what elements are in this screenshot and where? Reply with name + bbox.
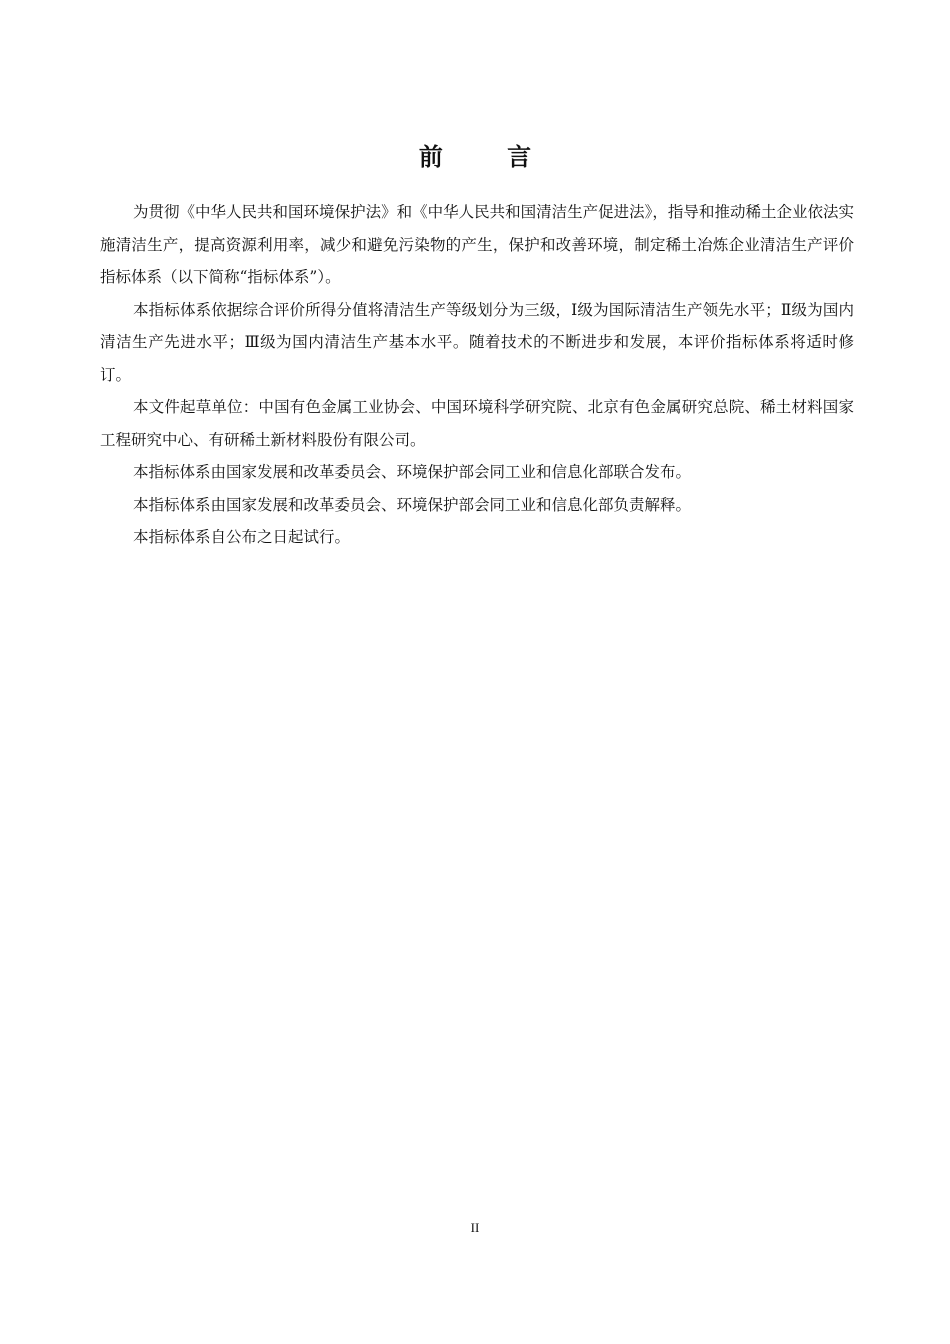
paragraph-purpose: 为贯彻《中华人民共和国环境保护法》和《中华人民共和国清洁生产促进法》，指导和推动稀土企业依法实施清洁生产，提高资源利用率，减少和避免污染物的产生，保护和改善环境，制定稀土冶炼企业清洁生产评价指标体系（以下简称“指标体系”）。 xyxy=(100,203,854,286)
paragraph-interpretation: 本指标体系由国家发展和改革委员会、环境保护部会同工业和信息化部负责解释。 xyxy=(133,495,692,514)
paragraph-effective-date: 本指标体系自公布之日起试行。 xyxy=(133,528,351,546)
foreword-body xyxy=(100,196,854,554)
paragraph-drafting-units: 本文件起草单位：中国有色金属工业协会、中国环境科学研究院、北京有色金属研究总院、稀土材料国家工程研究中心、有研稀土新材料股份有限公司。 xyxy=(100,398,854,449)
page-title: 前 言 xyxy=(418,143,560,171)
paragraph-grading: 本指标体系依据综合评价所得分值将清洁生产等级划分为三级，Ⅰ级为国际清洁生产领先水平；Ⅱ级为国内清洁生产先进水平；Ⅲ级为国内清洁生产基本水平。随着技术的不断进步和发展，本评价指标体系将适时修订。 xyxy=(100,300,854,384)
paragraph-publication: 本指标体系由国家发展和改革委员会、环境保护部会同工业和信息化部联合发布。 xyxy=(133,463,692,481)
page-number: II xyxy=(470,1220,480,1235)
